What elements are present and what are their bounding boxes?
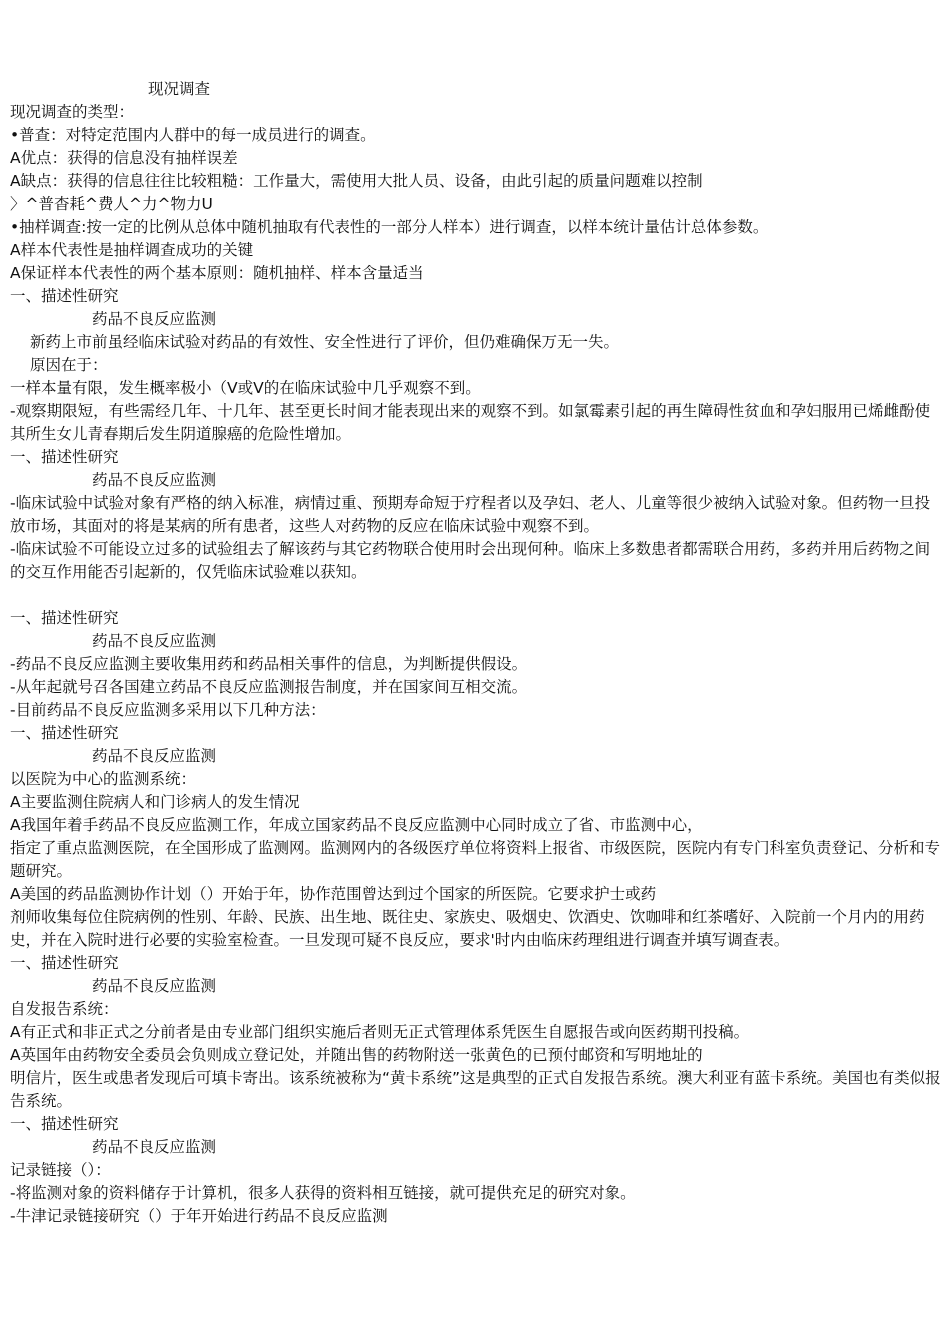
paragraph: 以医院为中心的监测系统：	[10, 770, 197, 788]
section-subheading: 药品不良反应监测	[92, 632, 217, 650]
paragraph: -牛津记录链接研究（）于年开始进行药品不良反应监测	[10, 1207, 388, 1225]
section-heading: 一、描述性研究	[10, 287, 119, 305]
paragraph: 原因在于：	[30, 356, 108, 374]
survey-types-label: 现况调查的类型：	[10, 103, 135, 121]
paragraph: A英国年由药物安全委员会负则成立登记处，并随出售的药物附送一张黄色的已预付邮资和写明地址的	[10, 1046, 703, 1064]
paragraph: A主要监测住院病人和门诊病人的发生情况	[10, 793, 300, 811]
page-title: 现况调查	[148, 80, 211, 98]
section-subheading: 药品不良反应监测	[92, 977, 217, 995]
section-heading: 一、描述性研究	[10, 609, 119, 627]
document-body	[10, 78, 942, 1228]
blank-line	[10, 584, 942, 607]
paragraph: 自发报告系统：	[10, 1000, 119, 1018]
paragraph: 一样本量有限，发生概率极小（Ⅴ或Ⅴ的在临床试验中几乎观察不到。	[10, 379, 481, 397]
paragraph: 新药上市前虽经临床试验对药品的有效性、安全性进行了评价，但仍难确保万无一失。	[30, 333, 620, 351]
paragraph: -临床试验中试验对象有严格的纳入标准，病情过重、预期寿命短于疗程者以及孕妇、老人、儿童等很少被纳入试验对象。但药物一旦投放市场，其面对的将是某病的所有患者，这些人对药物的反应在临床试验中观察不到。	[10, 494, 931, 535]
section-subheading: 药品不良反应监测	[92, 747, 217, 765]
paragraph: A美国的药品监测协作计划（）开始于年，协作范围曾达到过个国家的所医院。它要求护士或药	[10, 885, 657, 903]
sampling-principles: A保证样本代表性的两个基本原则：随机抽样、样本含量适当	[10, 264, 424, 282]
section-subheading: 药品不良反应监测	[92, 310, 217, 328]
census-definition: •普查：对特定范围内人群中的每一成员进行的调查。	[10, 126, 376, 144]
section-heading: 一、描述性研究	[10, 724, 119, 742]
paragraph: 剂师收集每位住院病例的性别、年龄、民族、出生地、既往史、家族史、吸烟史、饮酒史、饮咖啡和红茶嗜好、入院前一个月内的用药史，并在入院时进行必要的实验室检查。一旦发现可疑不良反应，要求'时内由临床药理组进行调查并填写调查表。	[10, 908, 925, 949]
sampling-definition: •抽样调查:按一定的比例从总体中随机抽取有代表性的一部分人样本）进行调查，以样本统计量估计总体参数。	[10, 218, 769, 236]
paragraph: -观察期限短，有些需经几年、十几年、甚至更长时间才能表现出来的观察不到。如氯霉素引起的再生障碍性贫血和孕妇服用已烯雌酚使其所生女儿青春期后发生阴道腺癌的危险性增加。	[10, 402, 931, 443]
section-subheading: 药品不良反应监测	[92, 1138, 217, 1156]
paragraph: -从年起就号召各国建立药品不良反应监测报告制度，并在国家间互相交流。	[10, 678, 528, 696]
census-cost-note: 〉^普杳耗^费人^力^物力U	[10, 195, 213, 213]
paragraph: A有正式和非正式之分前者是由专业部门组织实施后者则无正式管理体系凭医生自愿报告或向医药期刊投稿。	[10, 1023, 750, 1041]
section-heading: 一、描述性研究	[10, 1115, 119, 1133]
paragraph: 指定了重点监测医院，在全国形成了监测网。监测网内的各级医疗单位将资料上报省、市级医院，医院内有专门科室负责登记、分析和专题研究。	[10, 839, 941, 880]
section-subheading: 药品不良反应监测	[92, 471, 217, 489]
paragraph: -目前药品不良反应监测多采用以下几种方法：	[10, 701, 326, 719]
paragraph: A我国年着手药品不良反应监测工作，年成立国家药品不良反应监测中心同时成立了省、市监测中心，	[10, 816, 703, 834]
paragraph: -临床试验不可能设立过多的试验组去了解该药与其它药物联合使用时会出现何种。临床上多数患者都需联合用药，多药并用后药物之间的交互作用能否引起新的，仅凭临床试验难以获知。	[10, 540, 931, 581]
paragraph: 记录链接（）：	[10, 1161, 111, 1179]
paragraph: 明信片，医生或患者发现后可填卡寄出。该系统被称为“黄卡系统”这是典型的正式自发报告系统。澳大利亚有蓝卡系统。美国也有类似报告系统。	[10, 1069, 941, 1110]
census-disadvantage: A缺点：获得的信息往往比较粗糙：工作量大，需使用大批人员、设备，由此引起的质量问题难以控制	[10, 172, 703, 190]
section-heading: 一、描述性研究	[10, 954, 119, 972]
section-heading: 一、描述性研究	[10, 448, 119, 466]
paragraph: -将监测对象的资料储存于计算机，很多人获得的资料相互链接，就可提供充足的研究对象。	[10, 1184, 636, 1202]
census-advantage: A优点：获得的信息没有抽样误差	[10, 149, 238, 167]
paragraph: -药品不良反应监测主要收集用药和药品相关事件的信息，为判断提供假设。	[10, 655, 528, 673]
sampling-key: A样本代表性是抽样调查成功的关键	[10, 241, 254, 259]
